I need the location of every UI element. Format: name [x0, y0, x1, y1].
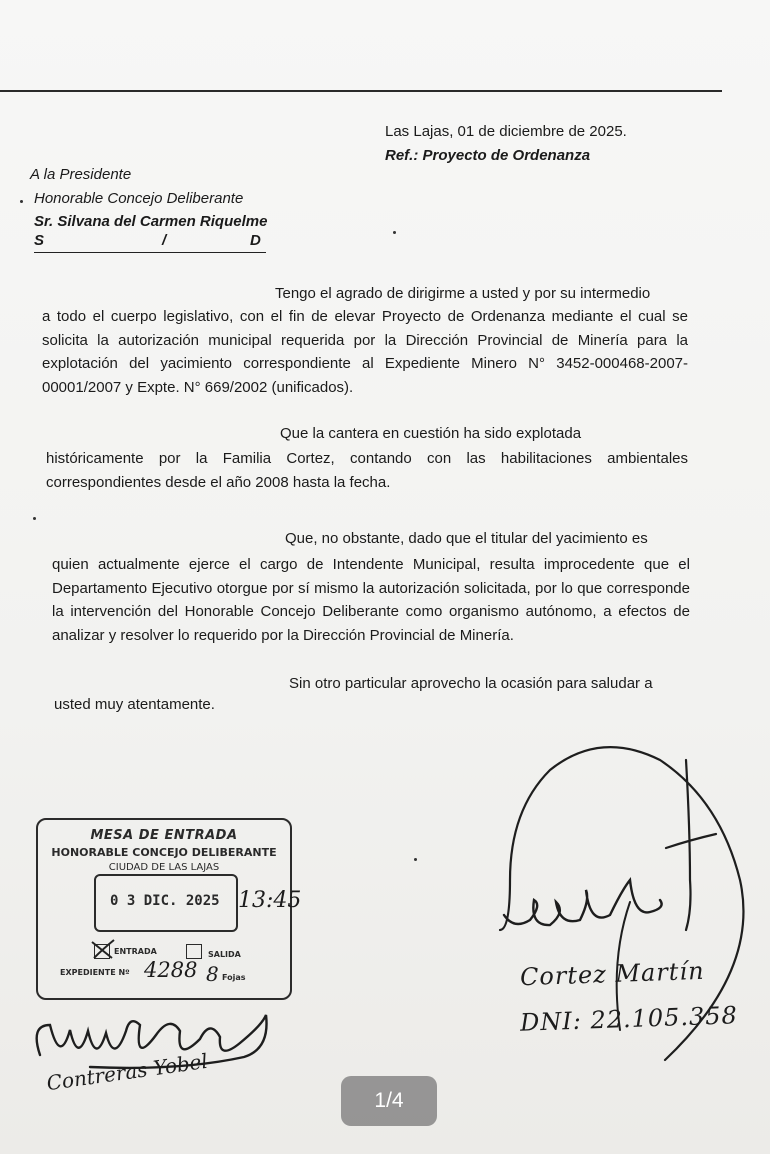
salida-label: SALIDA — [208, 950, 241, 959]
top-divider — [0, 90, 722, 92]
entrada-check-mark-icon — [90, 938, 116, 960]
expediente-label: EXPEDIENTE Nº — [60, 968, 130, 977]
paragraph-2: históricamente por la Familia Cortez, contando con las habilitaciones ambientales correspondientes desde el año 2008 hasta la fecha. — [46, 450, 688, 491]
paragraph-3: quien actualmente ejerce el cargo de Intendente Municipal, resulta improcedente que el Departamento Ejecutivo otorgue por sí mismo la autorización solicitada, por lo que corresponde la intervención del Honorable Concejo Deliberante como organismo autónomo, a efectos de analizar y resolver lo requerido por la Dirección Provincial de Minería. — [52, 556, 690, 644]
sd-s: S — [34, 232, 45, 249]
sd-d: D — [250, 232, 261, 249]
fojas-label: Fojas — [222, 973, 246, 982]
speck — [393, 231, 396, 234]
reference-line: Ref.: Proyecto de Ordenanza — [385, 147, 591, 164]
signer-dni-handwritten: DNI: 22.105.358 — [519, 1001, 739, 1037]
signer-name-handwritten: Cortez Martín — [519, 956, 705, 992]
speck — [20, 200, 23, 203]
stamp-date: 0 3 DIC. 2025 — [110, 893, 220, 909]
page-indicator[interactable]: 1/4 — [341, 1076, 437, 1126]
stamp-date-box — [94, 874, 238, 932]
paragraph-1: a todo el cuerpo legislativo, con el fin de elevar Proyecto de Ordenanza mediante el cual se solicita la autorización municipal requerida por la Dirección Provincial de Minería para la explotación del yacimiento correspondiente al Expediente Minero N° 3452-000468-2007-00001/2007 y Expte. N° 669/2002 (unificados). — [42, 308, 688, 396]
speck — [414, 858, 417, 861]
stamp-title: MESA DE ENTRADA — [90, 828, 238, 843]
stamp-city: CIUDAD DE LAS LAJAS — [108, 862, 220, 873]
stamp-organization: HONORABLE CONCEJO DELIBERANTE — [51, 846, 277, 859]
paragraph-4-first-line: Sin otro particular aprovecho la ocasión para saludar a — [289, 675, 653, 692]
speck — [33, 517, 36, 520]
closing-line: usted muy atentamente. — [54, 696, 215, 713]
expediente-number: 4288 — [144, 958, 198, 982]
paragraph-2-first-line: Que la cantera en cuestión ha sido explotada — [280, 425, 582, 442]
addressee-institution: Honorable Concejo Deliberante — [34, 190, 244, 207]
fojas-number: 8 — [206, 962, 219, 986]
paragraph-3-first-line: Que, no obstante, dado que el titular del yacimiento es — [285, 530, 648, 547]
reception-stamp — [36, 818, 302, 1000]
place-date: Las Lajas, 01 de diciembre de 2025. — [385, 123, 627, 140]
addressee-name: Sr. Silvana del Carmen Riquelme — [34, 213, 268, 230]
paragraph-1-first-line: Tengo el agrado de dirigirme a usted y por su intermedio — [275, 285, 651, 302]
salida-checkbox — [186, 944, 202, 959]
stamp-time-handwritten: 13:45 — [238, 888, 302, 913]
entrada-label: ENTRADA — [114, 947, 157, 956]
receiver-name-handwritten: Contreras Yobel — [45, 1048, 210, 1096]
salutation-sd — [34, 232, 266, 253]
sd-separator: / — [162, 232, 167, 249]
addressee-title: A la Presidente — [30, 166, 132, 183]
